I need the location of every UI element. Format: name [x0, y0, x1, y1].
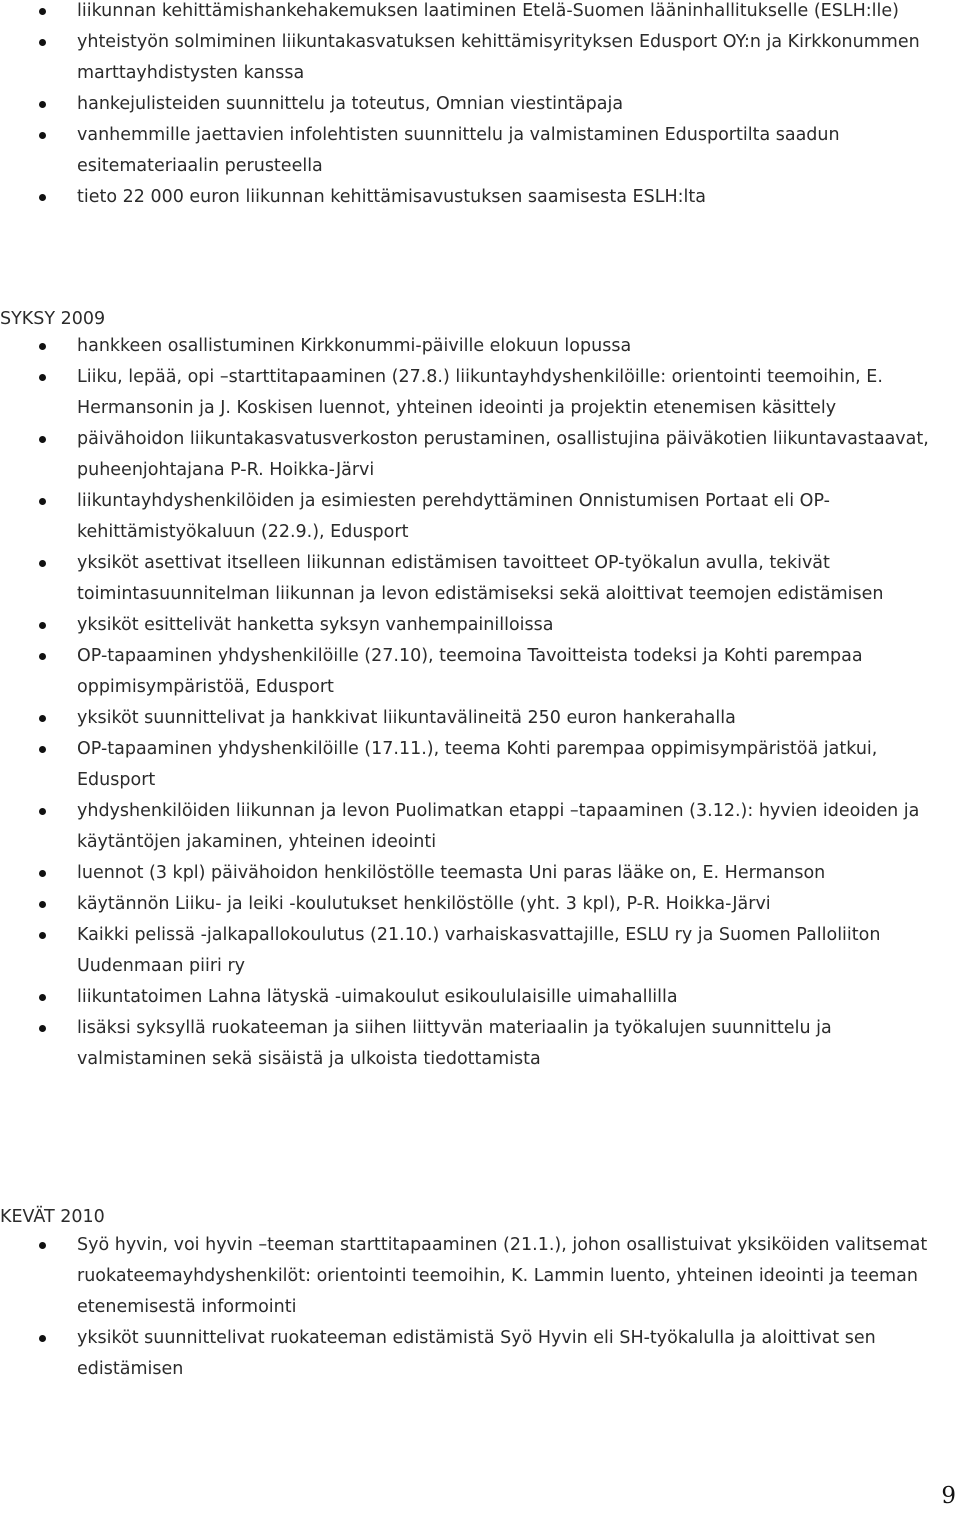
list-item: [0, 858, 960, 889]
list-item-text: yksiköt asettivat itselleen liikunnan edistämisen tavoitteet OP-työkalun avulla, tekivät toimintasuunnitelman liikunnan ja levon edistämiseksi sekä aloittivat teemojen edistämisen: [77, 553, 884, 604]
section-heading-kevat: KEVÄT 2010: [0, 1207, 105, 1227]
bullet-icon: [39, 1335, 46, 1342]
bullet-icon: [39, 39, 46, 46]
list-item: [0, 182, 960, 213]
list-item: [0, 89, 960, 120]
list-item-text: liikuntayhdyshenkilöiden ja esimiesten perehdyttäminen Onnistumisen Portaat eli OP-kehittämistyökaluun (22.9.), Edusport: [77, 491, 830, 542]
list-item: [0, 120, 960, 182]
list-item-text: hankejulisteiden suunnittelu ja toteutus, Omnian viestintäpaja: [77, 94, 624, 114]
list-item-text: päivähoidon liikuntakasvatusverkoston perustaminen, osallistujina päiväkotien liikuntavastaavat, puheenjohtajana P-R. Hoikka-Järvi: [77, 429, 929, 480]
list-item-text: Kaikki pelissä -jalkapallokoulutus (21.10.) varhaiskasvattajille, ESLU ry ja Suomen Palloliiton Uudenmaan piiri ry: [77, 925, 881, 976]
syksy-section: [0, 331, 960, 1075]
bullet-icon: [39, 374, 46, 381]
bullet-icon: [39, 870, 46, 877]
intro-section: [0, 0, 960, 213]
list-item-text: Syö hyvin, voi hyvin –teeman starttitapaaminen (21.1.), johon osallistuivat yksiköiden valitsemat ruokateemayhdyshenkilöt: orientointi teemoihin, K. Lammin luento, yhteinen ideointi ja teeman etenemisestä informointi: [77, 1235, 928, 1317]
bullet-icon: [39, 194, 46, 201]
bullet-icon: [39, 746, 46, 753]
list-item-text: liikuntatoimen Lahna lätyskä -uimakoulut esikoululaisille uimahallilla: [77, 987, 678, 1007]
list-item: [0, 424, 960, 486]
kevat-section: [0, 1230, 960, 1385]
list-item-text: yksiköt esittelivät hanketta syksyn vanhempainilloissa: [77, 615, 554, 635]
list-item: [0, 889, 960, 920]
bullet-icon: [39, 101, 46, 108]
bullet-icon: [39, 560, 46, 567]
list-item: [0, 1323, 960, 1385]
list-item: [0, 548, 960, 610]
bullet-icon: [39, 498, 46, 505]
list-item-text: OP-tapaaminen yhdyshenkilöille (17.11.), teema Kohti parempaa oppimisympäristöä jatkui, Edusport: [77, 739, 878, 790]
list-item: [0, 641, 960, 703]
bullet-icon: [39, 622, 46, 629]
bullet-icon: [39, 901, 46, 908]
list-item-text: yksiköt suunnittelivat ruokateeman edistämistä Syö Hyvin eli SH-työkalulla ja aloittivat sen edistämisen: [77, 1328, 876, 1379]
list-item: [0, 703, 960, 734]
section-heading-syksy: SYKSY 2009: [0, 309, 106, 329]
list-item: [0, 982, 960, 1013]
bullet-icon: [39, 808, 46, 815]
list-item-text: hankkeen osallistuminen Kirkkonummi-päiville elokuun lopussa: [77, 336, 632, 356]
bullet-icon: [39, 715, 46, 722]
bullet-icon: [39, 653, 46, 660]
list-item: [0, 920, 960, 982]
list-item-text: luennot (3 kpl) päivähoidon henkilöstölle teemasta Uni paras lääke on, E. Hermanson: [77, 863, 826, 883]
bullet-icon: [39, 8, 46, 15]
list-item-text: tieto 22 000 euron liikunnan kehittämisavustuksen saamisesta ESLH:lta: [77, 187, 706, 207]
list-item: [0, 362, 960, 424]
bullet-icon: [39, 343, 46, 350]
list-item: [0, 796, 960, 858]
list-item-text: lisäksi syksyllä ruokateeman ja siihen liittyvän materiaalin ja työkalujen suunnittelu ja valmistaminen sekä sisäistä ja ulkoista tiedottamista: [77, 1018, 832, 1069]
bullet-icon: [39, 1242, 46, 1249]
list-item-text: käytännön Liiku- ja leiki -koulutukset henkilöstölle (yht. 3 kpl), P-R. Hoikka-Järvi: [77, 894, 771, 914]
list-item-text: yhdyshenkilöiden liikunnan ja levon Puolimatkan etappi –tapaaminen (3.12.): hyvien ideoiden ja käytäntöjen jakaminen, yhteinen ideointi: [77, 801, 920, 852]
list-item: [0, 0, 960, 27]
bullet-icon: [39, 1025, 46, 1032]
list-item: [0, 486, 960, 548]
list-item-text: OP-tapaaminen yhdyshenkilöille (27.10), teemoina Tavoitteista todeksi ja Kohti parempaa oppimisympäristöä, Edusport: [77, 646, 863, 697]
list-item-text: vanhemmille jaettavien infolehtisten suunnittelu ja valmistaminen Edusportilta saadun esitemateriaalin perusteella: [77, 125, 840, 176]
list-item-text: yhteistyön solmiminen liikuntakasvatuksen kehittämisyrityksen Edusport OY:n ja Kirkkonummen marttayhdistysten kanssa: [77, 32, 920, 83]
list-item: [0, 331, 960, 362]
syksy-list: [0, 331, 960, 1075]
list-item: [0, 1230, 960, 1323]
list-item: [0, 1013, 960, 1075]
bullet-icon: [39, 994, 46, 1001]
list-item: [0, 734, 960, 796]
page-number: 9: [941, 1483, 956, 1509]
kevat-list: [0, 1230, 960, 1385]
intro-list: [0, 0, 960, 213]
list-item: [0, 610, 960, 641]
list-item-text: Liiku, lepää, opi –starttitapaaminen (27.8.) liikuntayhdyshenkilöille: orientointi teemoihin, E. Hermansonin ja J. Koskisen luennot, yhteinen ideointi ja projektin etenemisen käsittely: [77, 367, 883, 418]
list-item-text: liikunnan kehittämishankehakemuksen laatiminen Etelä-Suomen lääninhallitukselle (ESLH:lle): [77, 1, 899, 21]
list-item-text: yksiköt suunnittelivat ja hankkivat liikuntavälineitä 250 euron hankerahalla: [77, 708, 736, 728]
list-item: [0, 27, 960, 89]
bullet-icon: [39, 132, 46, 139]
bullet-icon: [39, 436, 46, 443]
bullet-icon: [39, 932, 46, 939]
